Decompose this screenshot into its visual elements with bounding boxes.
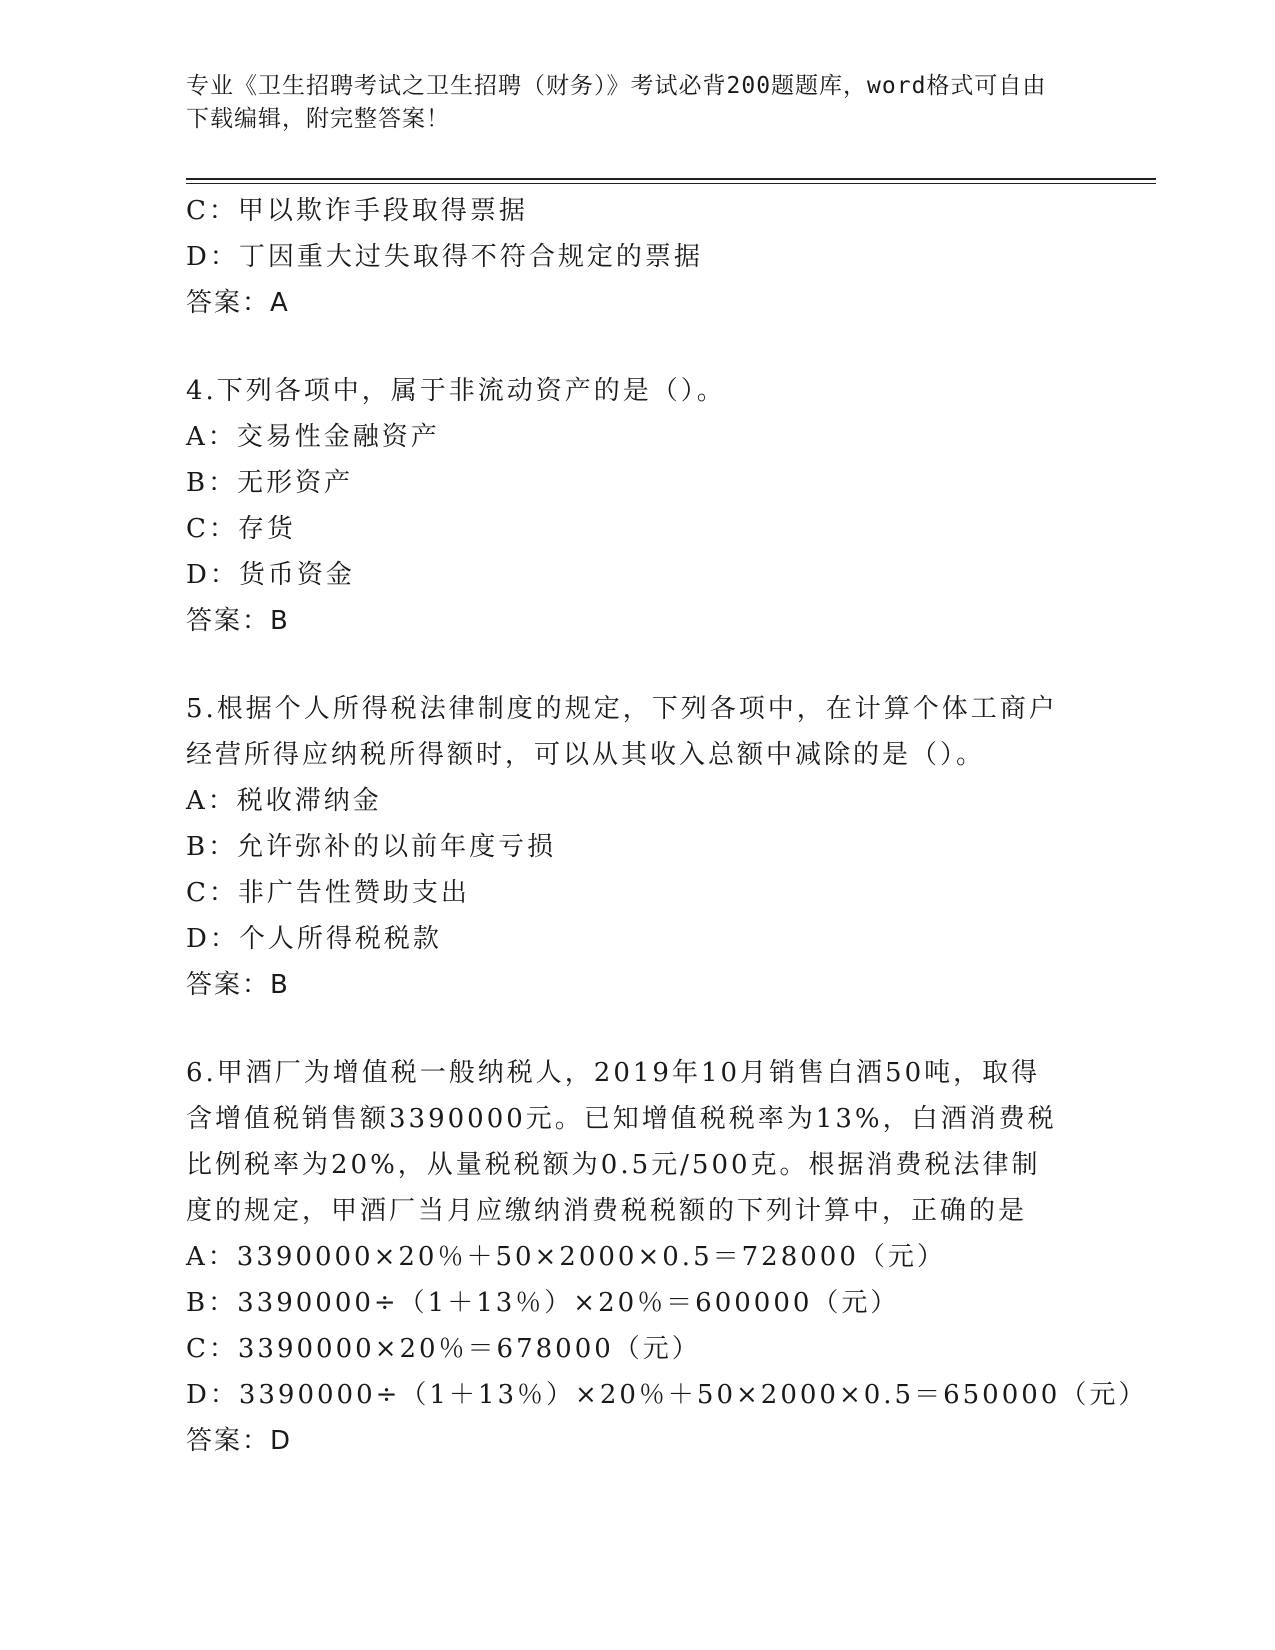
question-5	[186, 686, 1086, 1008]
question-4	[186, 368, 1086, 644]
question-3-tail	[186, 188, 1086, 326]
document-header: 专业《卫生招聘考试之卫生招聘（财务）》考试必背200题题库，word格式可自由下载编辑，附完整答案！	[186, 73, 1047, 132]
answer-line: 答案：B	[186, 606, 290, 636]
question-list	[186, 188, 1148, 1464]
header-rule-thick	[186, 178, 1156, 180]
question-stem: 5.根据个人所得税法律制度的规定，下列各项中，在计算个体工商户经营所得应纳税所得额时，可以从其收入总额中减除的是（）。	[186, 694, 1058, 770]
option-c: C：非广告性赞助支出	[186, 878, 470, 908]
answer-line: 答案：D	[186, 1426, 293, 1456]
spacer	[186, 326, 1086, 368]
option-b: B：3390000÷（1＋13％）×20％＝600000（元）	[186, 1288, 900, 1318]
option-d: D：货币资金	[186, 560, 355, 590]
option-a: A：交易性金融资产	[186, 422, 440, 452]
answer-line: 答案：A	[186, 288, 290, 318]
question-stem: 4.下列各项中，属于非流动资产的是（）。	[186, 376, 726, 406]
option-d: D：3390000÷（1＋13％）×20％＋50×2000×0.5＝650000（元）	[186, 1380, 1148, 1410]
option-c: C：存货	[186, 514, 296, 544]
spacer	[186, 644, 1086, 686]
option-d: D：丁因重大过失取得不符合规定的票据	[186, 242, 703, 272]
option-b: B：无形资产	[186, 468, 354, 498]
question-6	[186, 1050, 1148, 1464]
answer-line: 答案：B	[186, 970, 290, 1000]
option-a: A：税收滞纳金	[186, 786, 382, 816]
option-c: C：甲以欺诈手段取得票据	[186, 196, 528, 226]
option-c: C：3390000×20％＝678000（元）	[186, 1334, 701, 1364]
option-b: B：允许弥补的以前年度亏损	[186, 832, 557, 862]
option-a: A：3390000×20％＋50×2000×0.5＝728000（元）	[186, 1242, 946, 1272]
option-d: D：个人所得税税款	[186, 924, 442, 954]
question-stem: 6.甲酒厂为增值税一般纳税人，2019年10月销售白酒50吨，取得含增值税销售额3390000元。已知增值税税率为13%，白酒消费税比例税率为20%，从量税税额为0.5元/500克。根据消费税法律制度的规定，甲酒厂当月应缴纳消费税税额的下列计算中，正确的是	[186, 1058, 1057, 1226]
header-rule-thin	[186, 183, 1156, 184]
spacer	[186, 1008, 1086, 1050]
